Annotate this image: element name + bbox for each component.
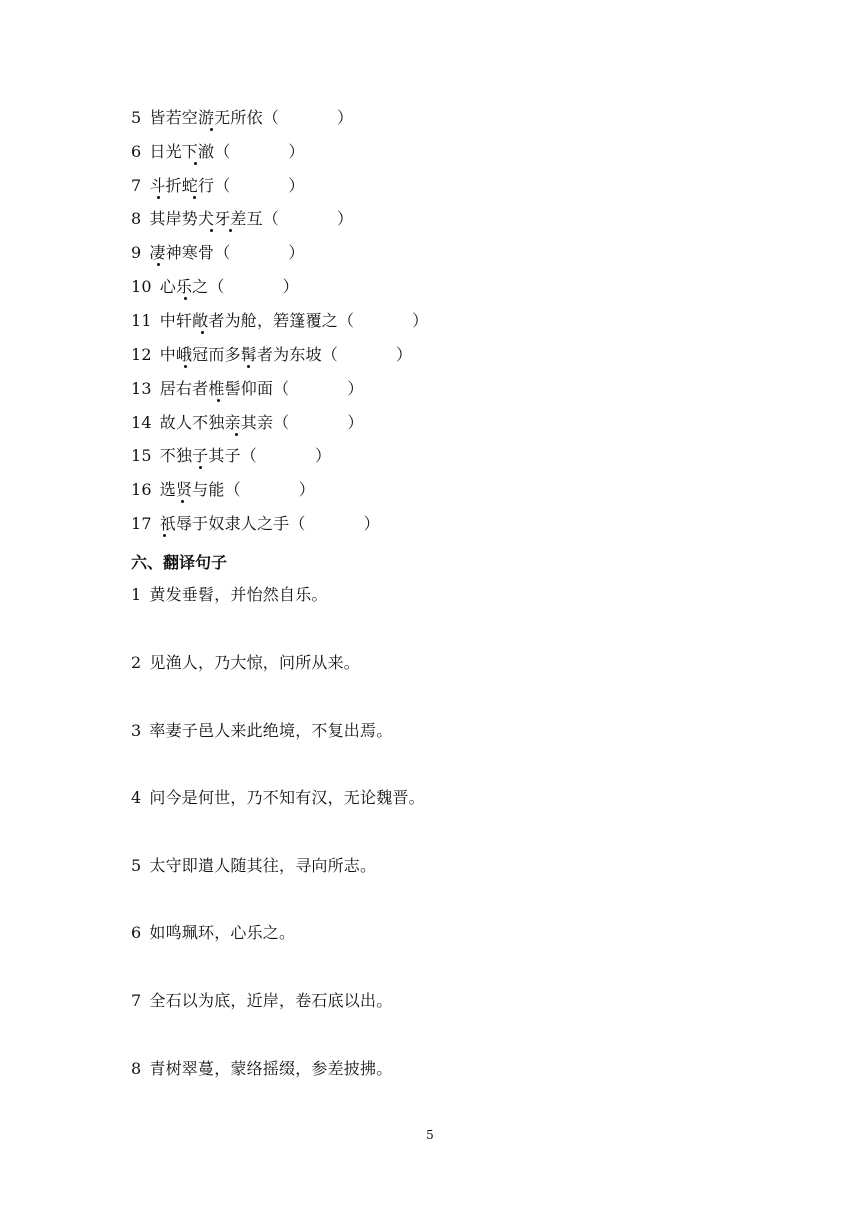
item-number: 9 [131,243,142,262]
emphasis-dot [217,399,220,402]
item-close: ） [314,446,332,465]
item-close: ） [363,514,380,533]
emphasis-dot [163,534,166,537]
item-text: 选贤与能（ [159,480,241,499]
item-text: 不独子其子（ [159,446,257,465]
item-text: 居右者椎髻仰面（ [159,379,290,398]
item-text: 其岸势犬牙差互（ [149,209,279,228]
section-heading: 六、翻译句子 [131,553,228,572]
item-number: 8 [131,209,142,228]
item-text: 日光下澈（ [149,142,231,161]
emphasis-dot [157,263,160,266]
item-close: ） [395,345,413,364]
item-text: 祇辱于奴隶人之手（ [159,514,306,533]
item-number: 3 [131,721,142,740]
vocab-item [131,408,364,438]
item-number: 5 [131,108,142,127]
item-close: ） [288,142,305,161]
item-close: ） [337,108,354,127]
emphasis-dot [184,297,187,300]
item-number: 13 [131,379,152,398]
item-number: 16 [131,480,152,499]
emphasis-dot [210,229,213,232]
item-close: ） [288,243,305,262]
translation-item [131,1054,392,1084]
item-close: ） [337,209,354,228]
vocab-item [131,204,353,234]
translation-item [131,648,360,678]
item-number: 8 [131,1059,142,1078]
emphasis-dot [235,433,238,436]
item-number: 2 [131,653,142,672]
translation-item [131,783,425,813]
item-text: 故人不独亲其亲（ [159,413,290,432]
item-text: 如鸣珮环，心乐之。 [149,923,296,942]
emphasis-dot [229,229,232,232]
item-number: 12 [131,345,152,364]
vocab-item [131,103,353,133]
item-close: ） [288,176,305,195]
item-number: 14 [131,413,152,432]
translation-item [131,986,392,1016]
item-text: 全石以为底，近岸，卷石底以出。 [149,991,393,1010]
item-number: 17 [131,514,152,533]
item-number: 4 [131,788,142,807]
translation-item [131,580,328,610]
item-text: 率妻子邑人来此绝境，不复出焉。 [149,721,393,740]
item-text: 皆若空游无所依（ [149,108,279,127]
emphasis-dot [210,128,213,131]
item-number: 11 [131,311,152,330]
item-number: 5 [131,856,142,875]
vocab-item [131,475,315,505]
emphasis-dot [181,500,184,503]
emphasis-dot [193,196,196,199]
item-text: 中轩敞者为舱，箬篷覆之（ [159,311,355,330]
item-close: ） [282,277,299,296]
item-number: 10 [131,277,152,296]
item-number: 15 [131,446,152,465]
item-close: ） [347,379,364,398]
item-text: 心乐之（ [159,277,225,296]
vocab-item [131,137,305,167]
translation-item [131,716,392,746]
item-number: 6 [131,142,142,161]
item-text: 中峨冠而多髯者为东坡（ [159,345,338,364]
item-text: 问今是何世，乃不知有汉，无论魏晋。 [149,788,425,807]
emphasis-dot [201,331,204,334]
item-text: 黄发垂髫，并怡然自乐。 [149,585,328,604]
item-number: 7 [131,991,142,1010]
emphasis-dot [247,365,250,368]
item-number: 6 [131,923,142,942]
item-text: 太守即遣人随其往，寻向所志。 [149,856,377,875]
emphasis-dot [194,162,197,165]
vocab-item [131,306,428,336]
page-number: 5 [426,1128,434,1142]
item-text: 斗折蛇行（ [149,176,231,195]
emphasis-dot [184,365,187,368]
vocab-item [131,509,380,539]
item-close: ） [298,480,315,499]
item-close: ） [412,311,429,330]
item-number: 7 [131,176,142,195]
translation-item [131,918,295,948]
item-text: 青树翠蔓，蒙络摇缀，参差披拂。 [149,1059,393,1078]
vocab-item [131,374,364,404]
emphasis-dot [157,196,160,199]
vocab-item [131,272,299,302]
vocab-item [131,441,331,471]
translation-item [131,851,376,881]
item-text: 凄神寒骨（ [149,243,231,262]
item-number: 1 [131,585,142,604]
vocab-item [131,340,412,370]
item-close: ） [347,413,364,432]
item-text: 见渔人，乃大惊，问所从来。 [149,653,360,672]
emphasis-dot [199,466,202,469]
